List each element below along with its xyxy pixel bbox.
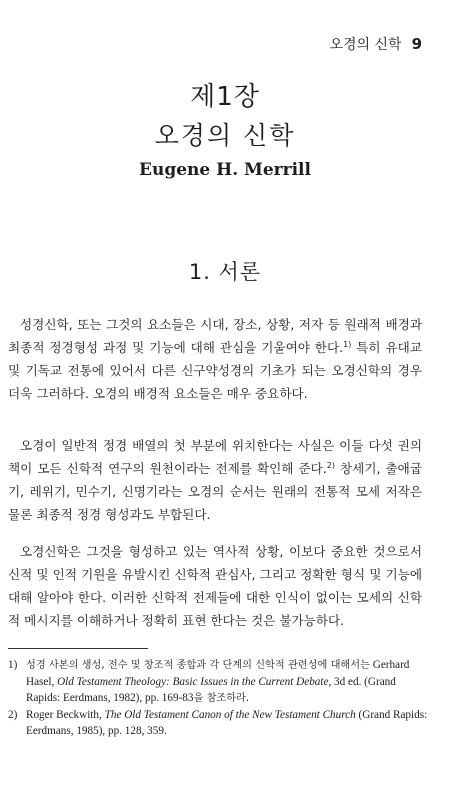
footnote-1-korean: 성경 사본의 생성, 전수 및 창조적 종합과 각 단계의 신학적 관련성에 대해서는: [26, 660, 370, 671]
paragraph-1: [8, 313, 422, 405]
footnote-ref-1[interactable]: 1): [343, 339, 352, 349]
footnote-1-book: Old Testament Theology: Basic Issues in the Current Debate: [57, 676, 329, 688]
paragraph-1-text-a: 성경신학, 또는 그것의 요소들은 시대, 장소, 상황, 저자 등 원래적 배경과 최종적 정경형성 과정 및 기능에 대해 관심을 기울여야 한다.: [8, 317, 422, 355]
footnote-2-author: Roger Beckwith,: [26, 709, 105, 721]
paragraph-2-text-a: 오경이 일반적 정경 배열의 첫 부분에 위치한다는 사실은 이들 다섯 권의 책이 모든 신학적 연구의 원천이라는 전제를 확인해 준다.: [8, 438, 422, 476]
footnote-1-author: Gerhard Hasel,: [26, 659, 410, 688]
footnote-1-korean-tail: 을 참조하라.: [193, 693, 250, 704]
paragraph-2-text-b: 창세기, 출애굽기, 레위기, 민수기, 신명기라는 오경의 순서는 원래의 전통적 모세 저작은 물론 최종적 정경 형성과도 부합된다.: [8, 461, 422, 522]
footnote-ref-2[interactable]: 2): [326, 460, 335, 470]
footnote-2-text: [26, 707, 428, 739]
footnote-2-details: (Grand Rapids: Eerdmans, 1985), pp. 128, 359.: [26, 709, 428, 737]
running-head: [329, 34, 422, 54]
paragraph-2: [8, 434, 422, 526]
chapter-author: Eugene H. Merrill: [139, 160, 311, 180]
footnote-1-details: , 3d ed. (Grand Rapids: Eerdmans, 1982), pp. 169-83: [26, 676, 396, 704]
running-head-title: 오경의 신학: [329, 37, 402, 53]
paragraph-3: [8, 540, 422, 632]
footnote-2-book: The Old Testament Canon of the New Testament Church: [104, 709, 356, 721]
paragraph-1-text-b: 특히 유대교 및 기독교 전통에 있어서 다른 신구약성경의 기초가 되는 오경신학의 경우 더욱 그러하다. 오경의 배경적 요소들은 매우 중요하다.: [8, 340, 422, 401]
page-number: 9: [411, 35, 422, 53]
chapter-title: 오경의 신학: [154, 121, 296, 150]
footnote-2: [8, 707, 428, 739]
chapter-number: 제1장: [190, 82, 260, 112]
footnote-1-number: 1): [8, 659, 18, 671]
section-heading: 1. 서론: [188, 260, 262, 284]
footnote-divider: [8, 648, 148, 649]
footnote-1: [8, 657, 428, 707]
footnote-1-text: [26, 657, 428, 707]
footnotes: [8, 657, 428, 739]
footnote-2-number: 2): [8, 709, 18, 721]
paragraph-3-text: 오경신학은 그것을 형성하고 있는 역사적 상황, 이보다 중요한 것으로서 신적 및 인적 기원을 유발시킨 신학적 관심사, 그리고 정확한 형식 및 기능에 대해 알아야 한다. 이러한 신학적 전제들에 대한 인식이 없이는 모세의 신학적 메시지를 이해하거나 정확히 표현 한다는 것은 불가능하다.: [8, 544, 422, 628]
